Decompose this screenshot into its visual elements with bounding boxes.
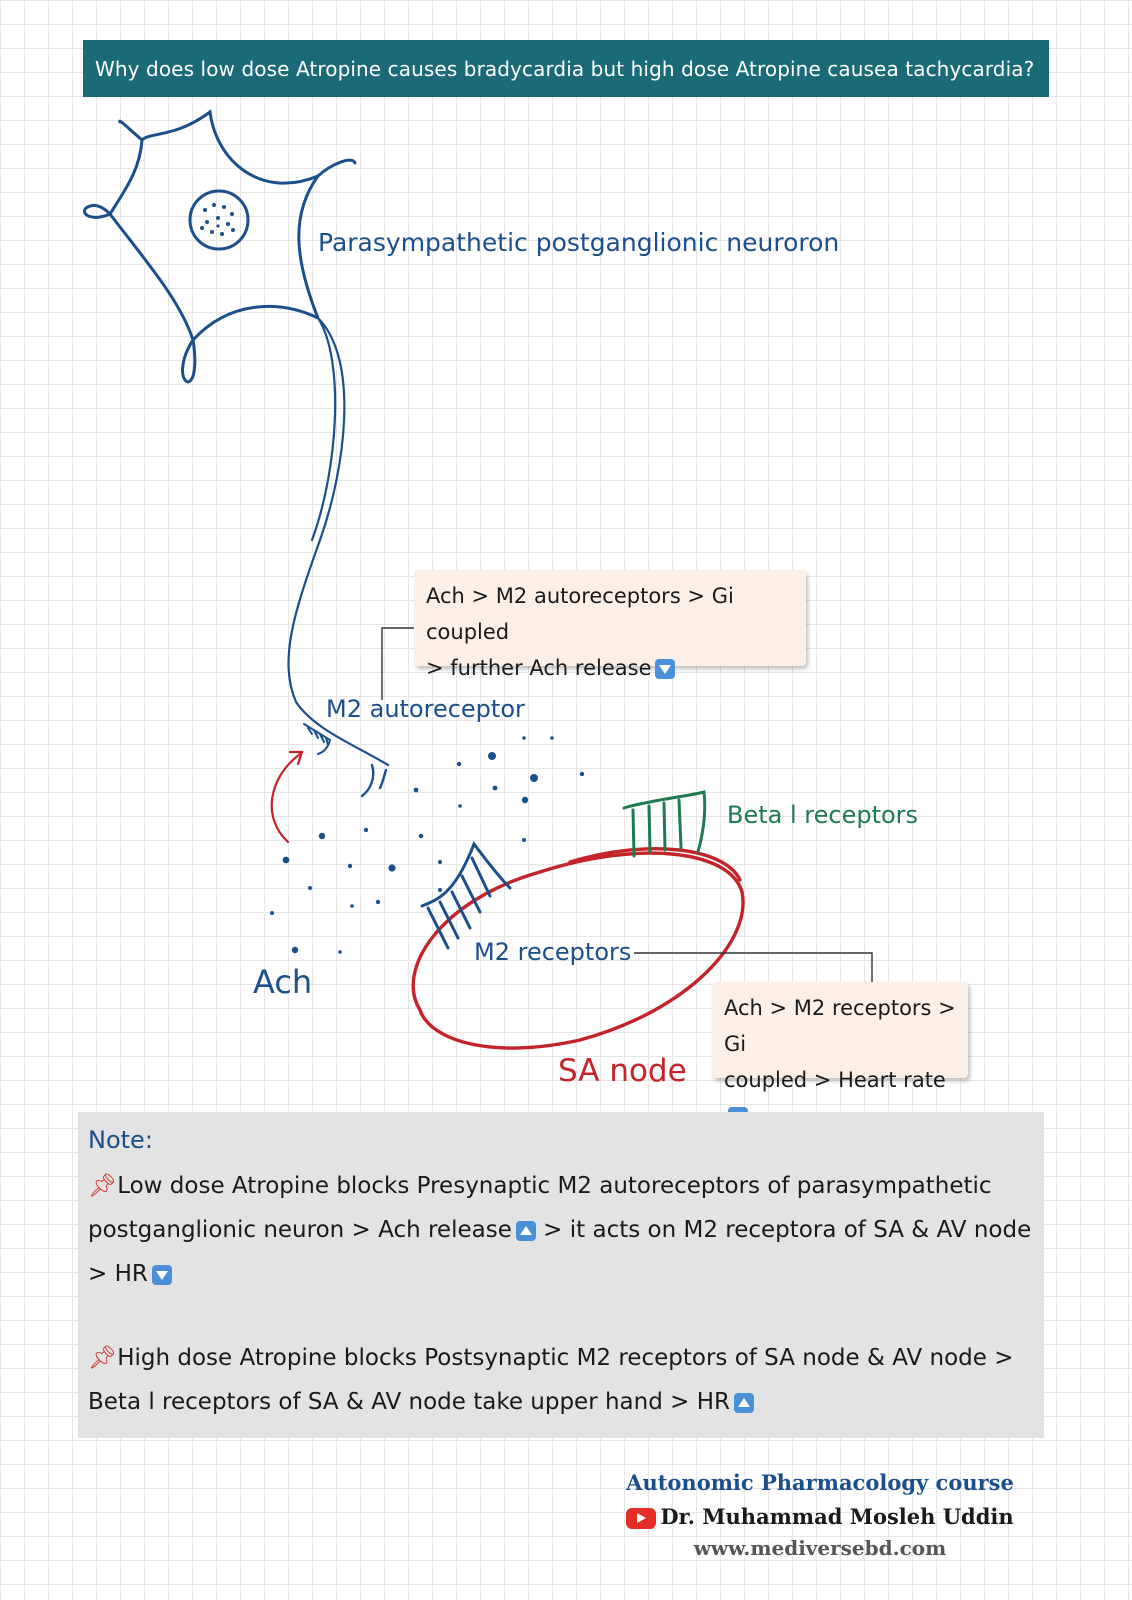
page-title: Why does low dose Atropine causes bradycardia but high dose Atropine causea tachycardia? xyxy=(95,56,1035,81)
footer-author-name: Dr. Muhammad Mosleh Uddin xyxy=(660,1504,1014,1529)
note-high-dose xyxy=(88,1336,1034,1424)
note-heading: Note: xyxy=(88,1126,153,1154)
note-high-dose-text: High dose Atropine blocks Postsynaptic M2 receptors of SA node & AV node > Beta l receptors of SA & AV node take upper hand > HR xyxy=(88,1345,1014,1415)
beta1-receptor-icon xyxy=(624,792,705,856)
m2-receptors-label: M2 receptors xyxy=(474,938,632,966)
note-low-dose-text-a: Low dose Atropine blocks Presynaptic M2 autoreceptors of parasympathetic postganglionic neuron > Ach release xyxy=(88,1173,992,1243)
autoreceptor-callout-connector xyxy=(382,628,414,700)
ach-molecule-dots xyxy=(270,736,584,954)
autoreceptor-callout-line2-text: > further Ach release xyxy=(426,656,652,680)
autoreceptor-callout-line2 xyxy=(426,650,794,686)
pushpin-icon: 📌︎ xyxy=(88,1173,118,1199)
note-low-dose-text-b: > it acts on M2 receptora of SA & AV node > HR xyxy=(88,1217,1032,1287)
beta-receptors-label: Beta l receptors xyxy=(727,801,919,829)
nucleus-dots xyxy=(200,203,235,236)
arrow-down-icon xyxy=(152,1265,172,1285)
note-box xyxy=(78,1112,1044,1438)
note-low-dose xyxy=(88,1164,1034,1296)
arrow-down-icon xyxy=(655,659,675,679)
receptor-callout-line1: Ach > M2 receptors > Gi xyxy=(724,996,956,1056)
arrow-up-icon xyxy=(516,1221,536,1241)
receptor-callout-connector xyxy=(634,953,872,982)
receptor-callout xyxy=(712,982,968,1092)
autoreceptor-callout xyxy=(414,570,806,680)
ach-label: Ach xyxy=(253,963,313,1001)
pushpin-icon: 📌︎ xyxy=(88,1345,118,1371)
terminal-bouton xyxy=(362,765,386,796)
footer-website[interactable]: www.mediversebd.com xyxy=(693,1536,947,1560)
neuron-cell-body xyxy=(84,112,355,382)
m2-autoreceptor-label: M2 autoreceptor xyxy=(326,695,525,723)
youtube-icon xyxy=(626,1508,656,1529)
arrow-up-icon xyxy=(734,1393,754,1413)
m2-autoreceptor-icon xyxy=(304,724,330,754)
footer-course: Autonomic Pharmacology course xyxy=(626,1470,1014,1495)
autoreceptor-callout-line1: Ach > M2 autoreceptors > Gi coupled xyxy=(426,584,734,644)
ach-feedback-arrow xyxy=(272,752,302,842)
neuron-label: Parasympathetic postganglionic neuroron xyxy=(318,228,840,257)
footer-author xyxy=(600,1504,1040,1529)
receptor-callout-line2-text: coupled > Heart rate xyxy=(724,1068,946,1092)
sa-node-label: SA node xyxy=(558,1053,687,1089)
